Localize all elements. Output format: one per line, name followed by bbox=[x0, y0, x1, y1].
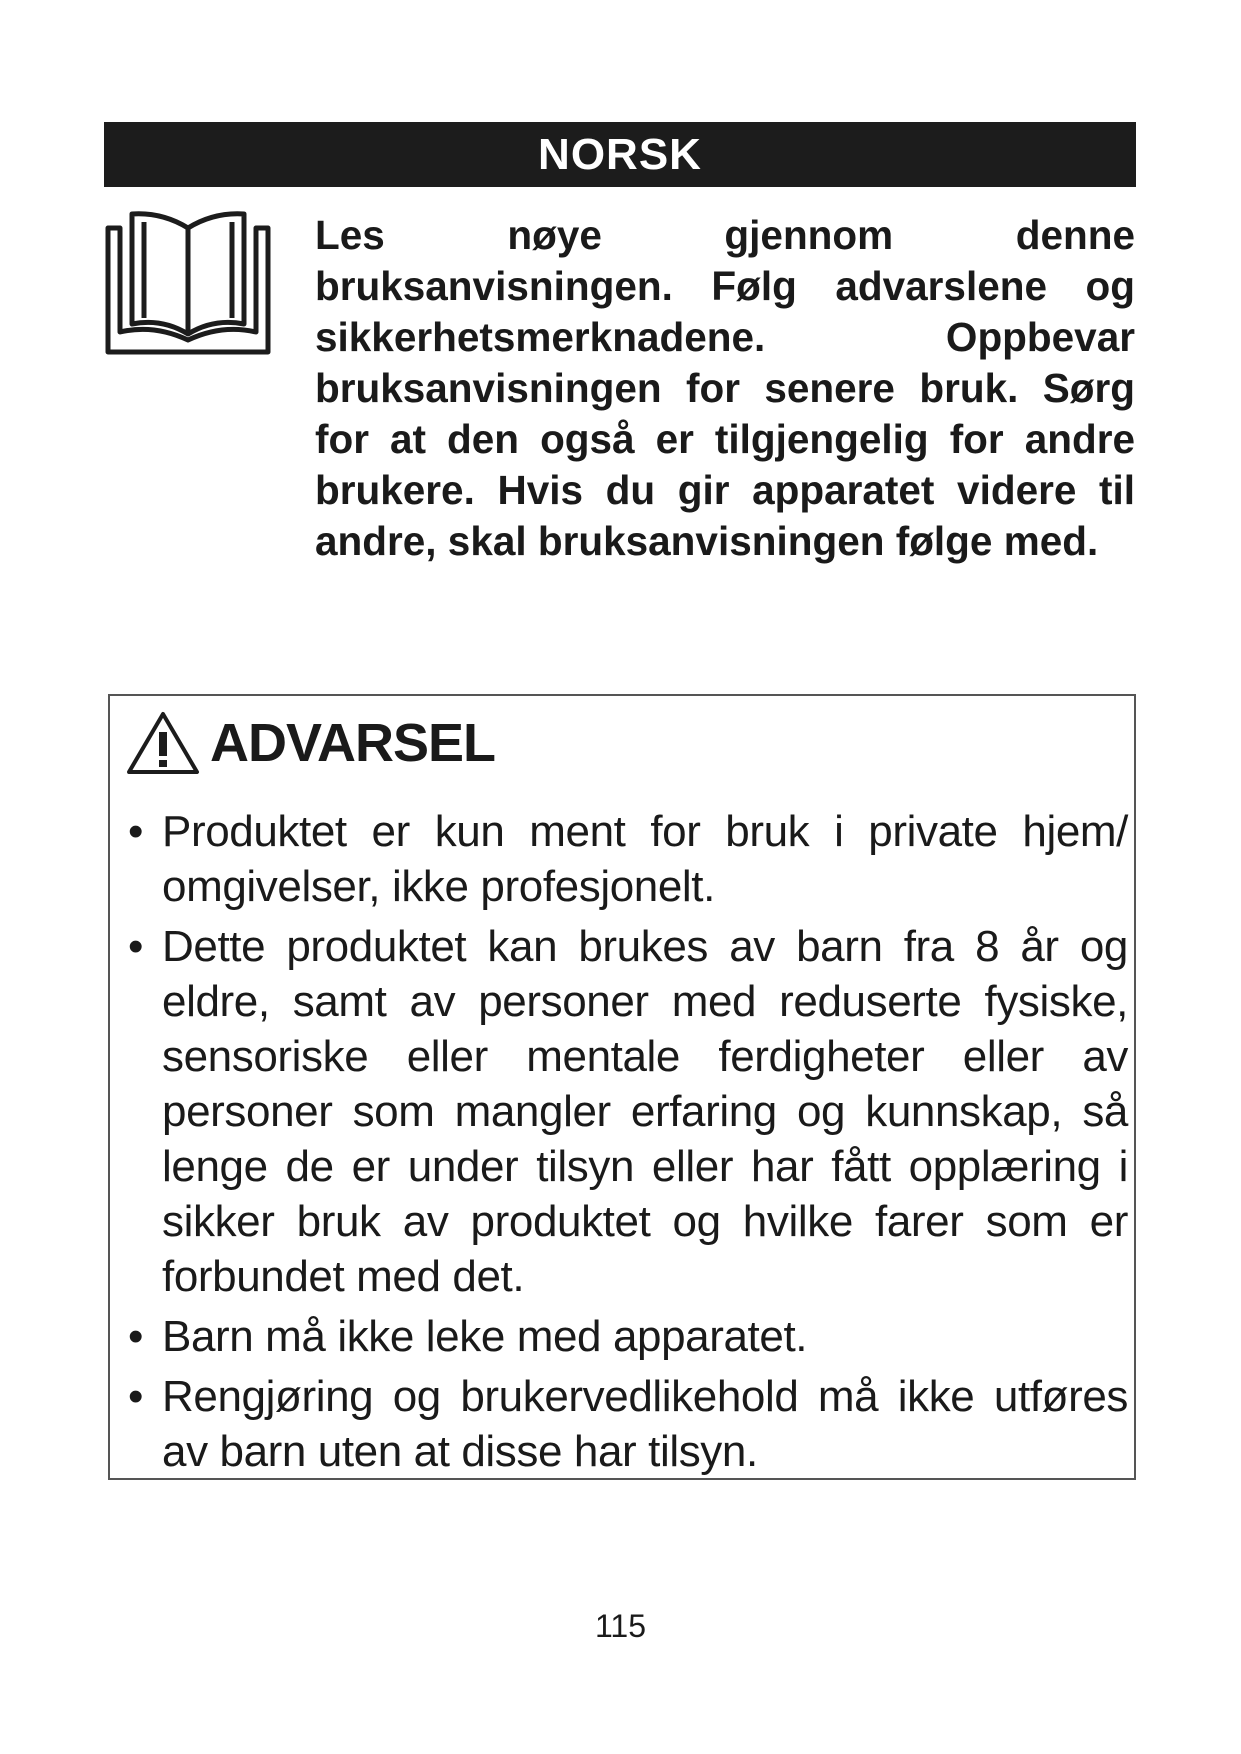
bullet: • bbox=[128, 1312, 144, 1361]
warning-item-text: Dette produktet kan brukes av barn fra 8 år og eldre, samt av personer med reduserte fysiske, sensoriske eller mentale ferdigheter eller av personer som mangler erfaring og kunnskap, så lenge de er under tilsyn eller har fått opplæring i sikker bruk av produktet og hvilke farer som er forbundet med det. bbox=[162, 922, 1128, 1301]
list-item bbox=[128, 1369, 1128, 1479]
open-book-icon bbox=[104, 208, 272, 356]
warning-title: ADVARSEL bbox=[210, 713, 496, 773]
bullet: • bbox=[128, 1372, 144, 1421]
list-item bbox=[128, 919, 1128, 1304]
warning-item-text: Barn må ikke leke med apparatet. bbox=[162, 1312, 808, 1361]
warning-header bbox=[126, 710, 495, 776]
bullet: • bbox=[128, 922, 144, 971]
page-number: 115 bbox=[594, 1608, 646, 1644]
intro-paragraph: Les nøye gjennom denne bruksanvisningen. Følg advarslene og sikkerhetsmerknadene. Oppbevar bruksanvisningen for senere bruk. Sørg for at den også er tilgjengelig for andre brukere. Hvis du gir apparatet videre til andre, skal bruksanvisningen følge med. bbox=[315, 212, 1135, 564]
list-item bbox=[128, 1309, 1128, 1364]
warning-triangle-icon bbox=[126, 710, 200, 776]
warning-item-text: Produktet er kun ment for bruk i private hjem/ omgivelser, ikke profesjonelt. bbox=[162, 807, 1128, 911]
list-item bbox=[128, 804, 1128, 914]
warning-box bbox=[108, 694, 1136, 1480]
language-header: NORSK bbox=[104, 122, 1136, 187]
bullet: • bbox=[128, 807, 144, 856]
warning-item-text: Rengjøring og brukervedlikehold må ikke utføres av barn uten at disse har tilsyn. bbox=[162, 1372, 1128, 1476]
warning-list bbox=[128, 804, 1128, 1484]
